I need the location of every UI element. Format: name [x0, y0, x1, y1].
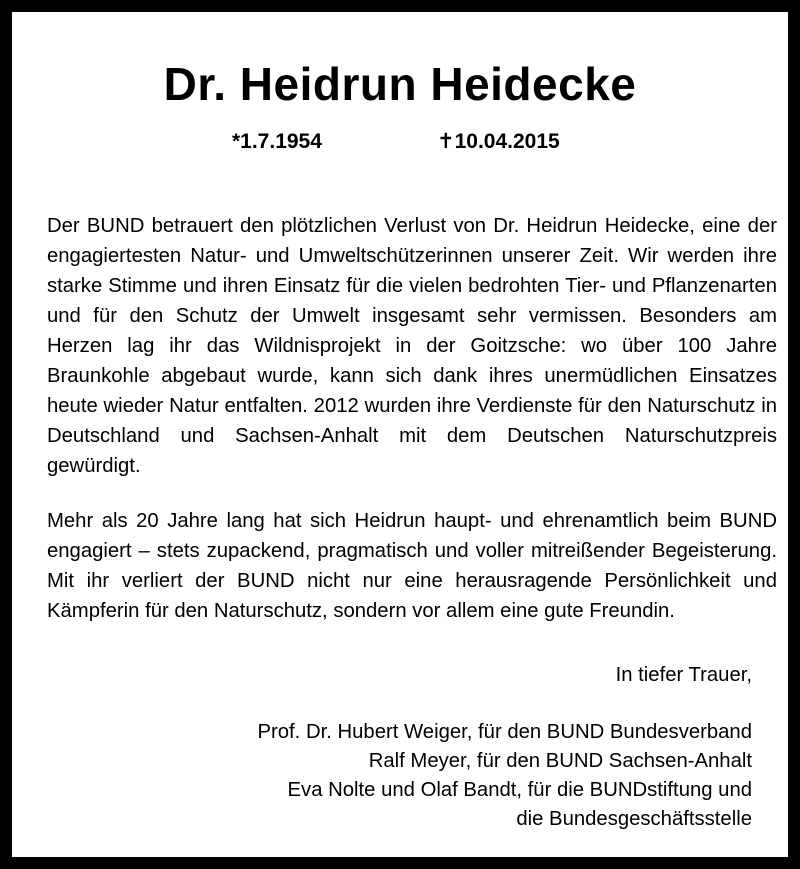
signature-line: die Bundesgeschäftsstelle [516, 808, 752, 830]
signature-line: Ralf Meyer, für den BUND Sachsen-Anhalt [368, 750, 752, 772]
signature-block [257, 718, 752, 834]
closing-phrase: In tiefer Trauer, [615, 664, 752, 686]
life-dates [12, 128, 788, 156]
paragraph-tribute: Der BUND betrauert den plötzlichen Verlust von Dr. Heidrun Heidecke, eine der engagiertesten Natur- und Umweltschützerinnen unserer Zeit. Wir werden ihre starke Stimme und ihren Einsatz für die vielen bedrohten Tier- und Pflanzenarten und für den Schutz der Umwelt insgesamt sehr vermissen. Besonders am Herzen lag ihr das Wildnisprojekt in der Goitzsche: wo über 100 Jahre Braunkohle abgebaut wurde, kann sich dank ihres unermüdlichen Einsatzes heute wieder Natur entfalten. 2012 wurden ihre Verdienste für den Naturschutz in Deutschland und Sachsen-Anhalt mit dem Deutschen Naturschutzpreis gewürdigt. [47, 215, 777, 477]
deceased-name: Dr. Heidrun Heidecke [163, 58, 637, 110]
signature-line: Prof. Dr. Hubert Weiger, für den BUND Bundesverband [257, 721, 752, 743]
signature-line: Eva Nolte und Olaf Bandt, für die BUNDstiftung und [287, 779, 752, 801]
birth-date: *1.7.1954 [232, 130, 322, 153]
death-date: ✝10.04.2015 [437, 130, 560, 153]
paragraph-engagement: Mehr als 20 Jahre lang hat sich Heidrun haupt- und ehrenamtlich beim BUND engagiert – stets zupackend, pragmatisch und voller mitreißender Begeisterung. Mit ihr verliert der BUND nicht nur eine herausragende Persönlichkeit und Kämpferin für den Naturschutz, sondern vor allem eine gute Freundin. [47, 510, 777, 622]
